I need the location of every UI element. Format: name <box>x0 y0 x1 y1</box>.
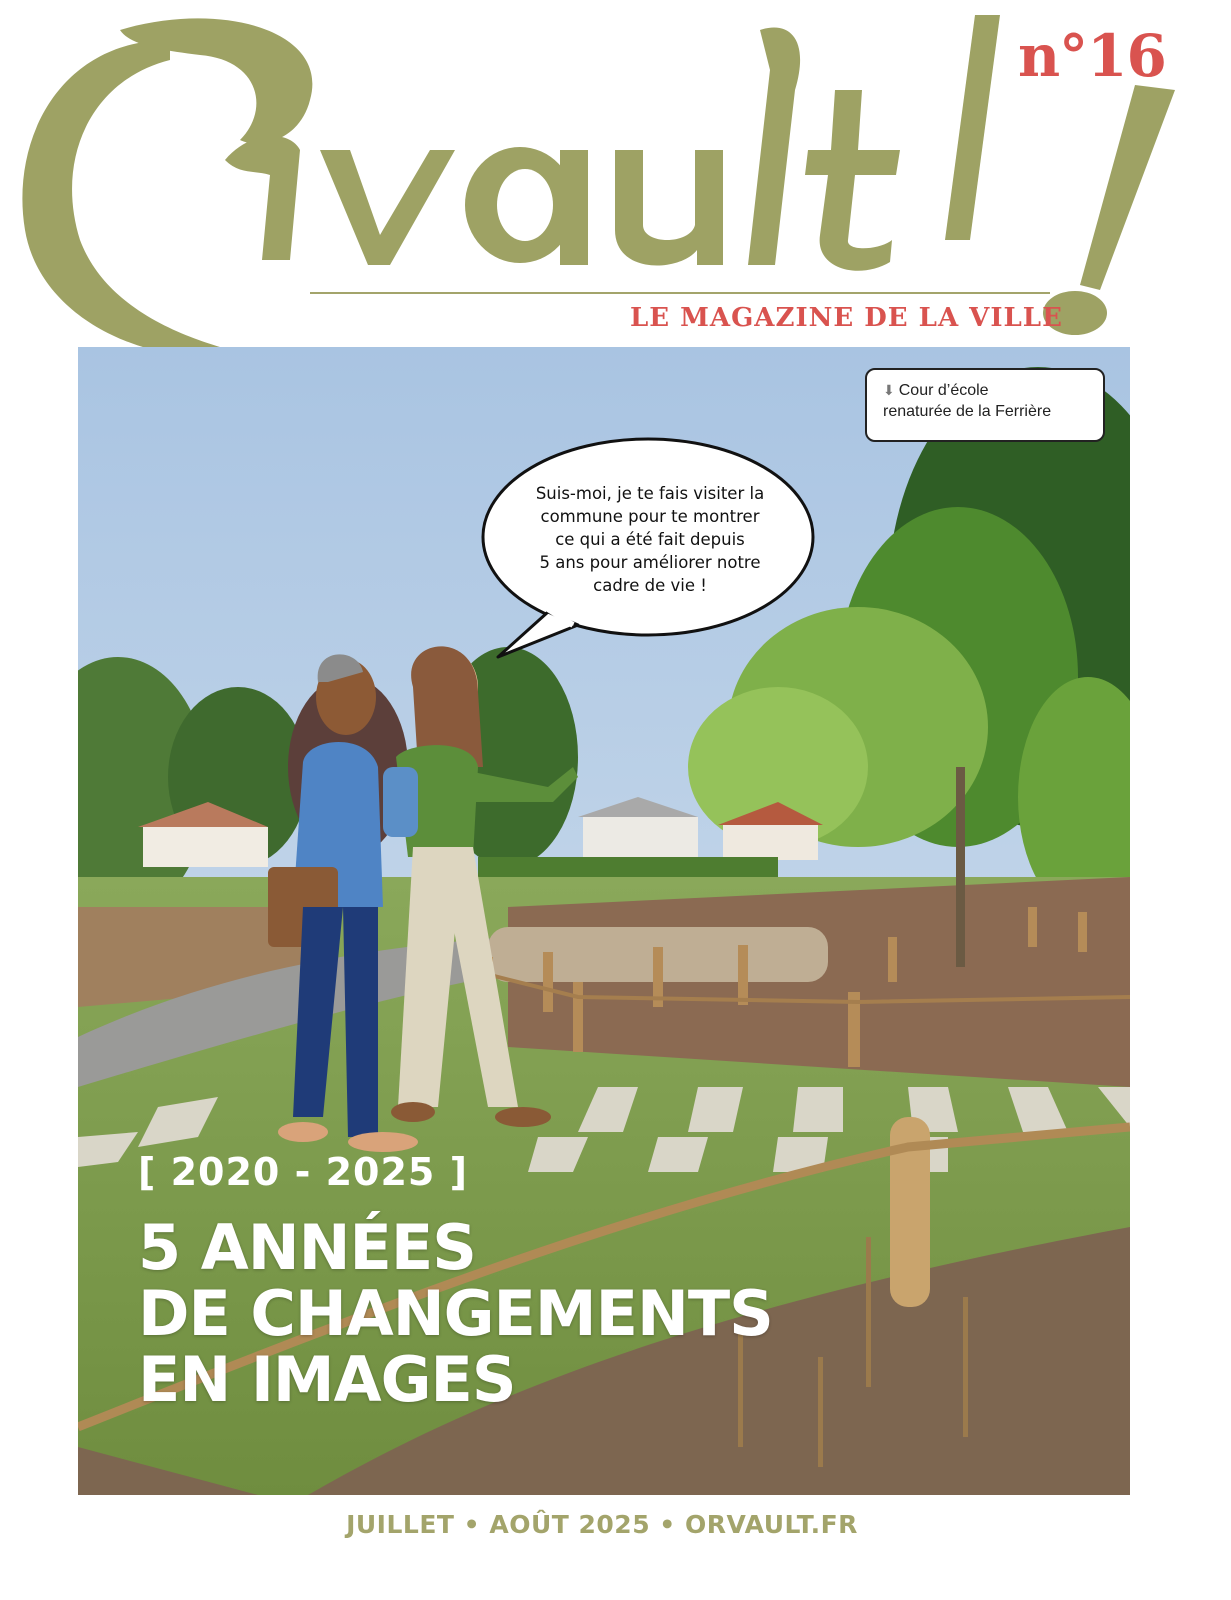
headline-line: DE CHANGEMENTS <box>138 1277 773 1350</box>
tagline: LE MAGAZINE DE LA VILLE <box>630 303 1063 333</box>
cover-headline <box>138 1211 773 1416</box>
speech-bubble-text <box>505 482 795 597</box>
arrow-down-icon: ⬇ <box>883 382 895 398</box>
footer-issue-date: JUILLET • AOÛT 2025 • ORVAULT.FR <box>346 1510 858 1539</box>
years-label: [ 2020 - 2025 ] <box>138 1150 468 1194</box>
bubble-line: cadre de vie ! <box>593 576 707 595</box>
headline-line: 5 ANNÉES <box>138 1211 476 1284</box>
bubble-line: 5 ans pour améliorer notre <box>539 553 761 572</box>
masthead <box>0 0 1231 360</box>
caption-line-1: Cour d’école <box>898 382 989 399</box>
photo-caption <box>865 368 1105 442</box>
headline-line: EN IMAGES <box>138 1343 516 1416</box>
bubble-line: Suis-moi, je te fais visiter la <box>535 484 765 503</box>
caption-line-2: renaturée de la Ferrière <box>883 403 1052 420</box>
bubble-line: ce qui a été fait depuis <box>555 530 745 549</box>
issue-number: n°16 <box>1018 22 1166 90</box>
bubble-line: commune pour te montrer <box>540 507 760 526</box>
